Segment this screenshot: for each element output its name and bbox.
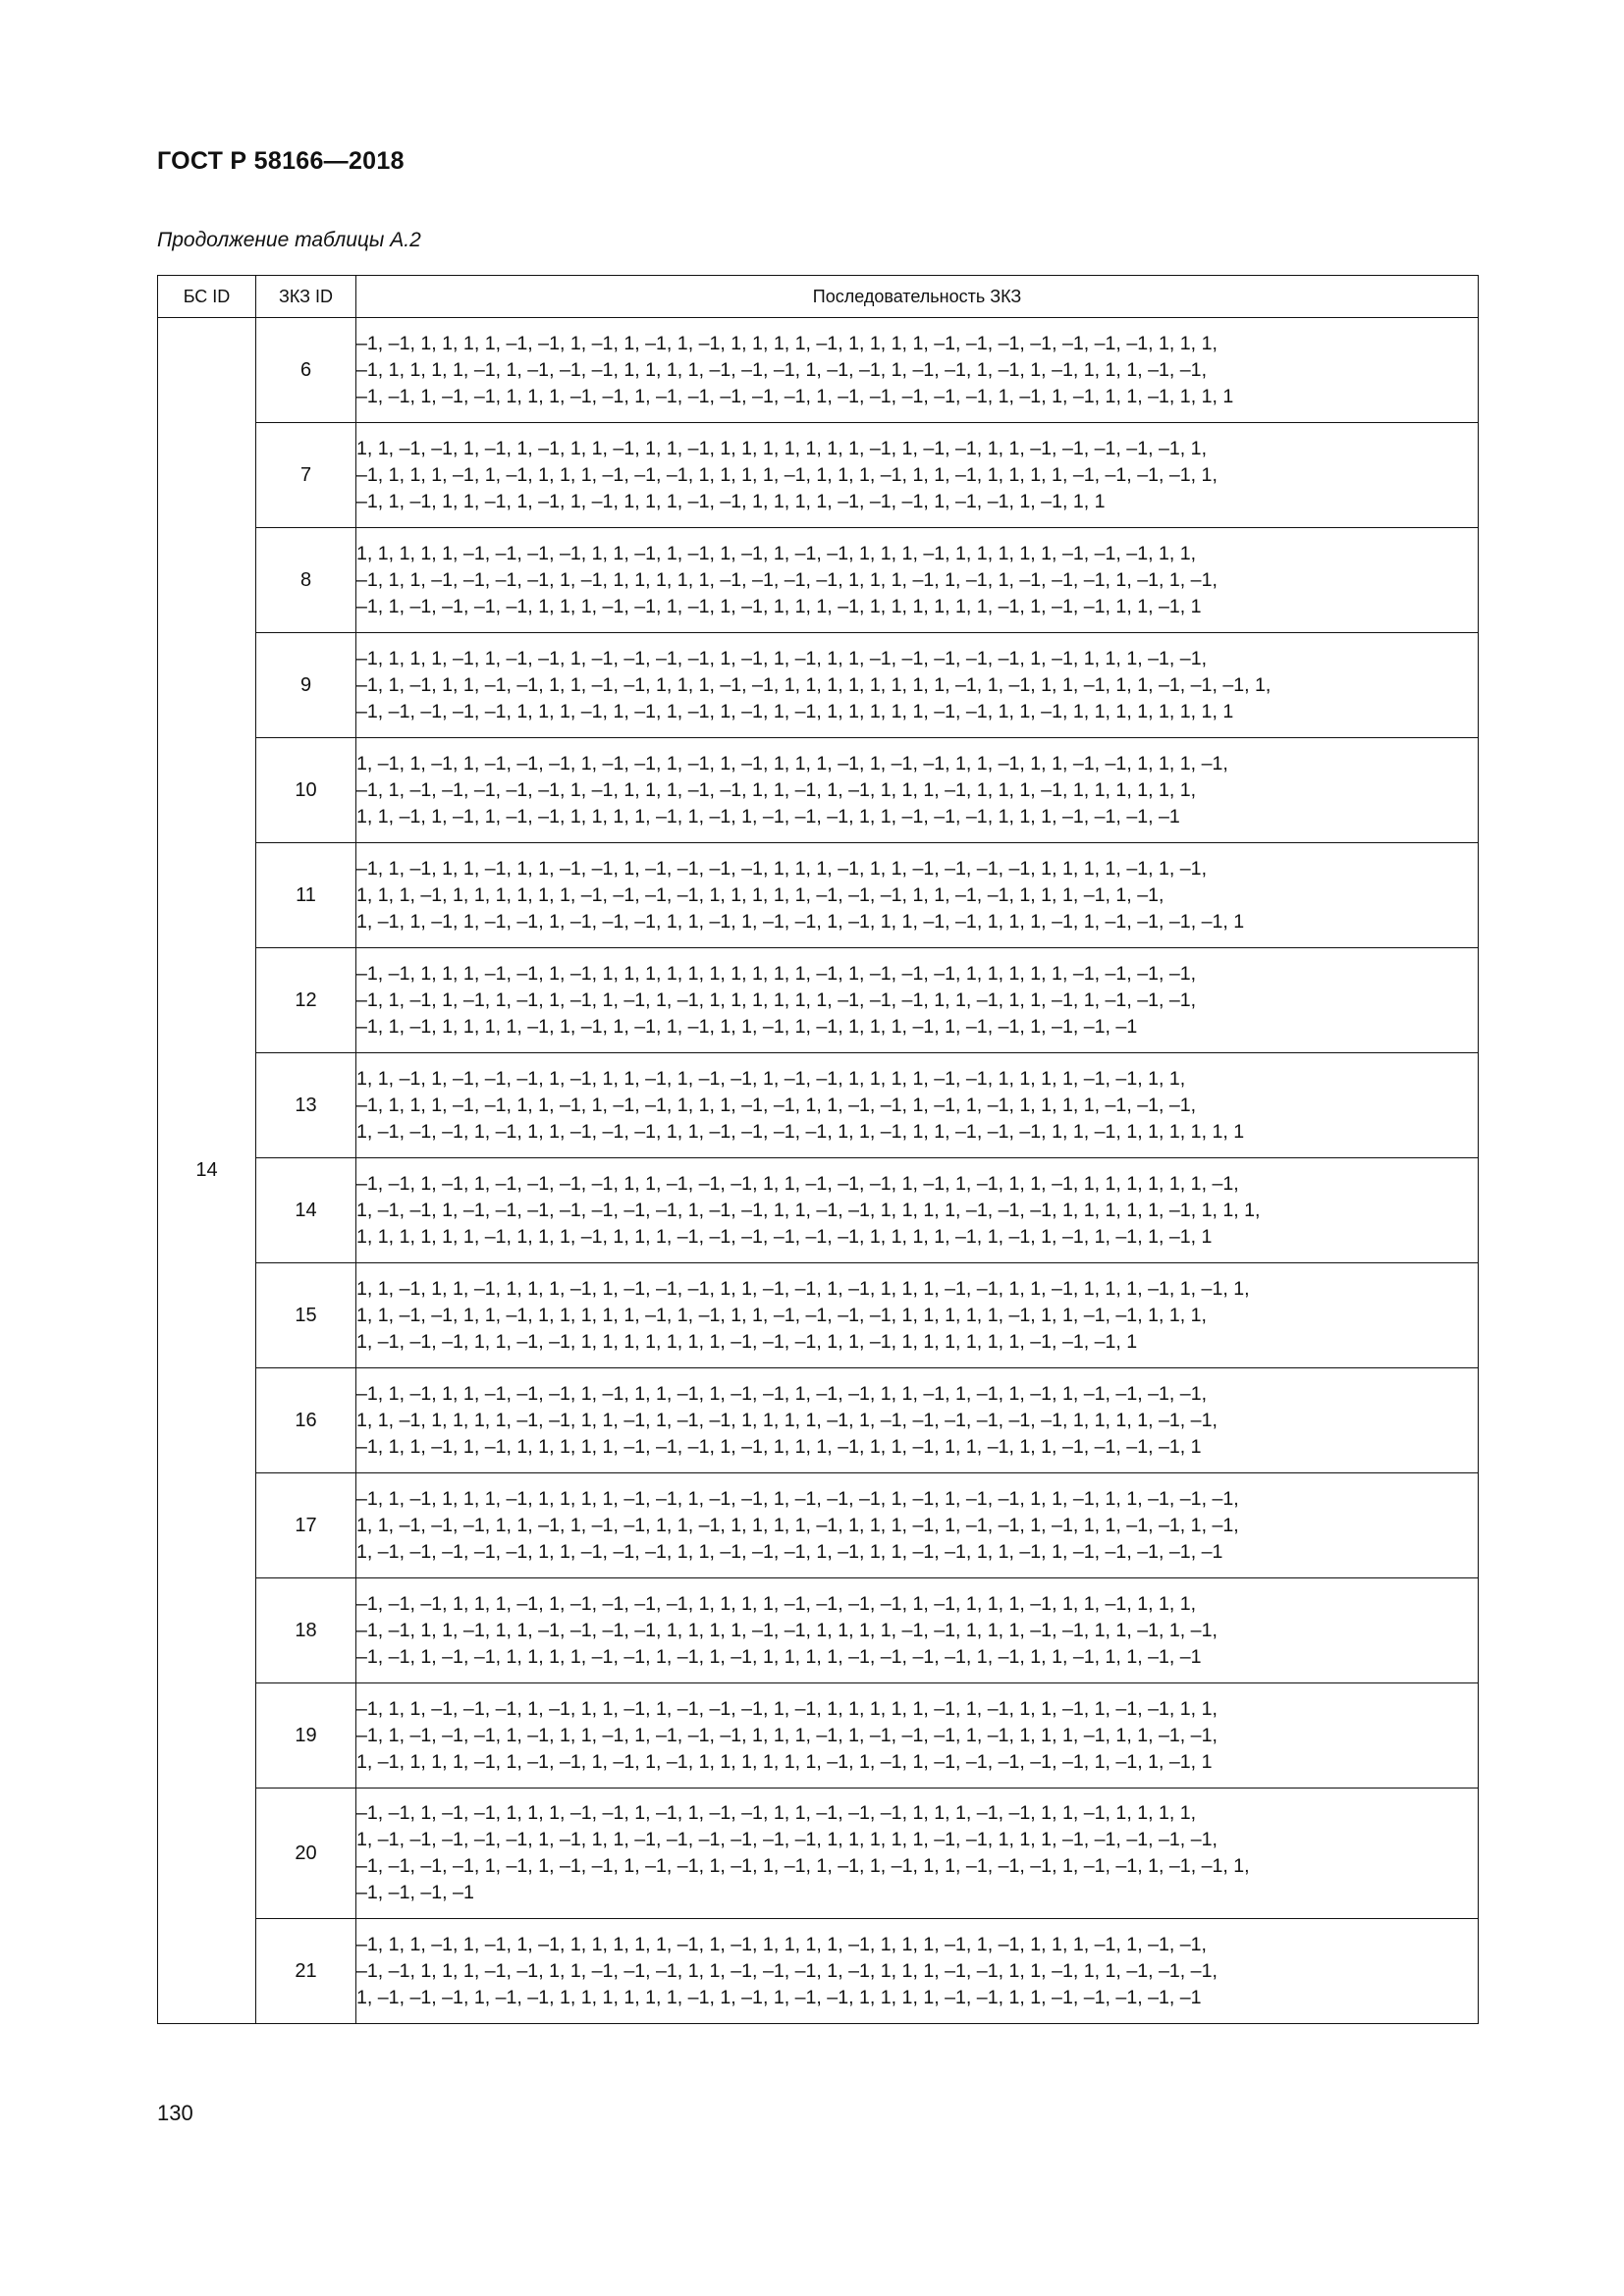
sequence-line: 1, 1, –1, 1, 1, 1, 1, –1, –1, 1, 1, –1, 1, –1, –1, 1, 1, 1, 1, –1, 1, –1, –1, –1, –1, –1, –1, 1, 1, 1, 1, –1, –1,: [356, 1409, 1218, 1431]
table-row: [158, 948, 1479, 1053]
table-row: [158, 1368, 1479, 1473]
sequence-line: –1, 1, –1, 1, 1, 1, 1, –1, 1, –1, 1, –1, 1, –1, 1, 1, –1, 1, –1, 1, 1, 1, –1, 1, –1, –1, 1, –1, –1, –1: [356, 1015, 1138, 1038]
sequence-line: –1, –1, 1, 1, 1, –1, –1, 1, 1, –1, –1, –1, 1, 1, –1, –1, –1, 1, –1, 1, 1, 1, –1, –1, 1, 1, –1, 1, 1, –1, –1, –1,: [356, 1959, 1218, 1982]
sequence-line: –1, –1, –1, –1: [356, 1882, 474, 1903]
sequence-line: –1, –1, 1, 1, –1, 1, 1, –1, –1, –1, –1, 1, 1, 1, 1, –1, –1, 1, 1, 1, 1, –1, –1, 1, 1, 1, –1, –1, 1, 1, –1, 1, –1,: [356, 1619, 1218, 1641]
sequence-line: –1, –1, 1, –1, –1, 1, 1, 1, –1, –1, 1, –1, –1, –1, –1, –1, 1, –1, –1, –1, –1, –1, 1, –1, 1, –1, 1, 1, –1, 1, 1, 1: [356, 385, 1234, 407]
sequence-table: [157, 275, 1479, 2024]
sequence-line: –1, 1, 1, 1, –1, –1, 1, 1, –1, 1, –1, –1, 1, 1, 1, –1, –1, 1, 1, –1, –1, 1, –1, 1, –1, 1, 1, 1, 1, –1, –1, –1,: [356, 1094, 1197, 1116]
zkz-id-cell: 9: [256, 633, 356, 738]
sequence-line: –1, –1, 1, –1, 1, –1, –1, –1, –1, 1, 1, –1, –1, –1, 1, 1, –1, –1, –1, 1, –1, 1, –1, 1, 1, –1, 1, 1, 1, 1, 1, 1, –1,: [356, 1172, 1239, 1195]
sequence-line: –1, 1, –1, 1, –1, 1, –1, 1, –1, 1, –1, 1, –1, 1, 1, 1, 1, 1, 1, –1, –1, –1, 1, 1, –1, 1, 1, –1, 1, –1, –1, –1,: [356, 988, 1197, 1011]
sequence-line: –1, 1, –1, 1, 1, –1, 1, –1, 1, –1, 1, 1, 1, –1, –1, 1, 1, 1, 1, –1, –1, –1, 1, –1, –1, 1, –1, 1, 1: [356, 490, 1106, 512]
sequence-line: –1, –1, 1, 1, 1, –1, –1, 1, –1, 1, 1, 1, 1, 1, 1, 1, 1, 1, 1, –1, 1, –1, –1, –1, 1, 1, 1, 1, 1, –1, –1, –1, –1,: [356, 962, 1197, 985]
sequence-line: –1, 1, –1, –1, –1, 1, –1, 1, 1, –1, 1, –1, –1, –1, 1, 1, 1, –1, 1, –1, –1, –1, 1, –1, 1, 1, 1, –1, 1, 1, –1, –1,: [356, 1724, 1218, 1746]
sequence-line: 1, –1, 1, 1, 1, –1, 1, –1, –1, 1, –1, 1, –1, 1, 1, 1, 1, 1, 1, –1, 1, –1, 1, –1, –1, –1, –1, –1, 1, –1, 1, –1, 1: [356, 1750, 1213, 1773]
table-row: [158, 318, 1479, 423]
sequence-cell: [356, 1789, 1479, 1919]
sequence-cell: [356, 1578, 1479, 1683]
sequence-line: 1, 1, 1, –1, 1, 1, 1, 1, 1, 1, –1, –1, –1, –1, 1, 1, 1, 1, 1, –1, –1, –1, 1, 1, –1, –1, 1, 1, 1, –1, 1, –1,: [356, 883, 1164, 906]
zkz-id-cell: 16: [256, 1368, 356, 1473]
sequence-line: –1, 1, 1, –1, 1, –1, 1, –1, 1, 1, 1, 1, 1, –1, 1, –1, 1, 1, 1, 1, –1, 1, 1, 1, –1, 1, –1, 1, 1, 1, –1, 1, –1, –1,: [356, 1933, 1207, 1955]
sequence-line: 1, 1, –1, 1, 1, –1, 1, 1, 1, –1, 1, –1, –1, –1, 1, 1, –1, –1, 1, –1, 1, 1, 1, –1, –1, 1, 1, –1, 1, 1, 1, –1, 1, –1, 1,: [356, 1277, 1250, 1300]
sequence-line: 1, 1, 1, 1, 1, 1, –1, 1, 1, 1, –1, 1, 1, 1, –1, –1, –1, –1, –1, –1, 1, 1, 1, 1, –1, 1, –1, 1, –1, 1, –1, 1, –1, 1: [356, 1225, 1213, 1248]
sequence-line: 1, 1, 1, 1, 1, –1, –1, –1, –1, 1, 1, –1, 1, –1, 1, –1, 1, –1, –1, 1, 1, 1, –1, 1, 1, 1, 1, 1, –1, –1, –1, 1, 1,: [356, 542, 1197, 564]
sequence-line: –1, 1, –1, 1, 1, 1, –1, 1, 1, 1, 1, –1, –1, 1, –1, –1, 1, –1, –1, –1, 1, –1, 1, –1, –1, 1, 1, –1, 1, 1, –1, –1, –1,: [356, 1487, 1239, 1510]
sequence-line: 1, –1, –1, –1, 1, –1, –1, 1, 1, 1, 1, 1, 1, –1, 1, –1, 1, –1, –1, 1, 1, 1, 1, –1, –1, 1, 1, –1, –1, –1, –1, –1: [356, 1986, 1202, 2008]
sequence-line: –1, 1, 1, 1, –1, 1, –1, 1, 1, 1, –1, –1, –1, 1, 1, 1, 1, –1, 1, 1, 1, –1, 1, 1, –1, 1, 1, 1, 1, –1, –1, –1, –1, 1,: [356, 463, 1218, 486]
sequence-line: 1, 1, –1, –1, –1, 1, 1, –1, 1, –1, –1, 1, 1, –1, 1, 1, 1, 1, –1, 1, 1, 1, –1, 1, –1, –1, 1, –1, 1, 1, –1, –1, 1, –1,: [356, 1514, 1239, 1536]
sequence-line: –1, 1, –1, 1, 1, –1, 1, 1, –1, –1, 1, –1, –1, –1, –1, 1, 1, 1, –1, 1, 1, –1, –1, –1, –1, 1, 1, 1, 1, –1, 1, –1,: [356, 857, 1208, 880]
zkz-id-cell: 20: [256, 1789, 356, 1919]
table-row: [158, 1578, 1479, 1683]
document-code: ГОСТ Р 58166—2018: [157, 147, 405, 175]
zkz-id-cell: 13: [256, 1053, 356, 1158]
sequence-line: 1, 1, –1, 1, –1, –1, –1, 1, –1, 1, 1, –1, 1, –1, –1, 1, –1, –1, 1, 1, 1, 1, –1, –1, 1, 1, 1, 1, –1, –1, 1, 1,: [356, 1067, 1186, 1090]
sequence-line: –1, 1, 1, 1, –1, 1, –1, –1, 1, –1, –1, –1, –1, 1, –1, 1, –1, 1, 1, –1, –1, –1, –1, –1, 1, –1, 1, 1, 1, –1, –1,: [356, 647, 1208, 669]
sequence-line: –1, –1, 1, –1, –1, 1, 1, 1, –1, –1, 1, –1, 1, –1, –1, 1, 1, –1, –1, –1, 1, 1, 1, –1, –1, 1, 1, –1, 1, 1, 1, 1,: [356, 1802, 1197, 1824]
table-caption: Продолжение таблицы А.2: [157, 229, 421, 251]
sequence-cell: [356, 528, 1479, 633]
sequence-line: –1, 1, 1, –1, –1, –1, 1, –1, 1, 1, –1, 1, –1, –1, –1, 1, –1, 1, 1, 1, 1, 1, –1, 1, –1, 1, 1, –1, 1, –1, –1, 1, 1,: [356, 1697, 1218, 1720]
table-body: [158, 318, 1479, 2024]
table-row: [158, 843, 1479, 948]
sequence-cell: [356, 1683, 1479, 1789]
zkz-id-cell: 12: [256, 948, 356, 1053]
sequence-cell: [356, 633, 1479, 738]
sequence-line: 1, 1, –1, –1, 1, –1, 1, –1, 1, 1, –1, 1, 1, –1, 1, 1, 1, 1, 1, 1, 1, –1, 1, –1, –1, 1, 1, –1, –1, –1, –1, –1, 1,: [356, 437, 1208, 459]
column-header-sequence: Последовательность ЗКЗ: [356, 276, 1479, 318]
sequence-cell: [356, 1473, 1479, 1578]
sequence-line: 1, –1, –1, 1, –1, –1, –1, –1, –1, –1, –1, 1, –1, –1, 1, 1, –1, –1, 1, 1, 1, 1, –1, –1, –1, 1, 1, 1, 1, 1, –1, 1, 1, 1,: [356, 1199, 1261, 1221]
sequence-line: –1, –1, 1, –1, –1, 1, 1, 1, 1, –1, –1, 1, –1, 1, –1, 1, 1, 1, 1, –1, –1, –1, –1, 1, –1, 1, 1, –1, 1, 1, –1, –1: [356, 1645, 1202, 1668]
zkz-id-cell: 18: [256, 1578, 356, 1683]
table-row: [158, 1789, 1479, 1919]
zkz-id-cell: 6: [256, 318, 356, 423]
sequence-cell: [356, 948, 1479, 1053]
sequence-cell: [356, 423, 1479, 528]
sequence-cell: [356, 1053, 1479, 1158]
sequence-cell: [356, 1368, 1479, 1473]
sequence-line: 1, –1, –1, –1, –1, –1, 1, –1, 1, 1, –1, –1, –1, –1, –1, –1, 1, 1, 1, 1, 1, –1, –1, 1, 1, 1, –1, –1, –1, –1, –1,: [356, 1829, 1218, 1850]
sequence-line: –1, 1, –1, 1, 1, –1, –1, –1, 1, –1, 1, 1, –1, 1, –1, –1, 1, –1, –1, 1, 1, –1, 1, –1, 1, –1, 1, –1, –1, –1, –1,: [356, 1382, 1208, 1405]
sequence-line: –1, –1, –1, –1, –1, 1, 1, 1, –1, 1, –1, 1, –1, 1, –1, 1, –1, 1, 1, 1, 1, 1, –1, –1, 1, 1, –1, 1, 1, 1, 1, 1, 1, 1, 1: [356, 700, 1234, 722]
sequence-line: –1, 1, –1, 1, 1, –1, –1, 1, 1, –1, –1, 1, 1, 1, –1, –1, 1, 1, 1, 1, 1, 1, 1, 1, –1, 1, –1, 1, 1, –1, 1, 1, –1, –1, –1, 1,: [356, 673, 1272, 696]
table-row: [158, 738, 1479, 843]
table-row: [158, 1683, 1479, 1789]
sequence-line: –1, 1, –1, –1, –1, –1, 1, 1, 1, –1, –1, 1, –1, 1, –1, 1, 1, 1, –1, 1, 1, 1, 1, 1, 1, –1, 1, –1, –1, 1, 1, –1, 1: [356, 595, 1202, 617]
sequence-cell: [356, 1919, 1479, 2024]
table-row: [158, 1263, 1479, 1368]
sequence-line: 1, 1, –1, –1, 1, 1, –1, 1, 1, 1, 1, 1, –1, 1, –1, 1, 1, –1, –1, –1, –1, 1, 1, 1, 1, 1, –1, 1, 1, –1, –1, 1, 1, 1,: [356, 1304, 1207, 1326]
page-number: 130: [157, 2101, 193, 2125]
zkz-id-cell: 7: [256, 423, 356, 528]
sequence-cell: [356, 843, 1479, 948]
column-header-bs-id: БС ID: [158, 276, 256, 318]
sequence-line: 1, 1, –1, 1, –1, 1, –1, –1, 1, 1, 1, 1, –1, 1, –1, 1, –1, –1, –1, 1, 1, –1, –1, –1, 1, 1, 1, –1, –1, –1, –1: [356, 805, 1180, 828]
sequence-line: –1, –1, –1, –1, 1, –1, 1, –1, –1, 1, –1, –1, 1, –1, 1, –1, 1, –1, 1, –1, 1, 1, –1, –1, –1, 1, –1, –1, 1, –1, –1, 1,: [356, 1855, 1250, 1877]
sequence-line: 1, –1, –1, –1, –1, –1, 1, 1, –1, –1, –1, 1, 1, –1, –1, –1, 1, –1, 1, 1, –1, –1, 1, 1, –1, 1, –1, –1, –1, –1, –1: [356, 1540, 1223, 1563]
table-header-row: [158, 276, 1479, 318]
zkz-id-cell: 15: [256, 1263, 356, 1368]
zkz-id-cell: 8: [256, 528, 356, 633]
sequence-line: –1, 1, 1, –1, –1, –1, –1, 1, –1, 1, 1, 1, 1, 1, –1, –1, –1, –1, 1, 1, 1, –1, 1, –1, 1, –1, –1, –1, 1, –1, 1, –1,: [356, 568, 1218, 591]
zkz-id-cell: 10: [256, 738, 356, 843]
sequence-cell: [356, 1158, 1479, 1263]
table-row: [158, 423, 1479, 528]
sequence-cell: [356, 1263, 1479, 1368]
table-row: [158, 1919, 1479, 2024]
sequence-cell: [356, 738, 1479, 843]
sequence-line: 1, –1, 1, –1, 1, –1, –1, 1, –1, –1, –1, 1, 1, –1, 1, –1, –1, 1, –1, 1, 1, –1, –1, 1, 1, 1, –1, 1, –1, –1, –1, –1, 1: [356, 910, 1245, 933]
zkz-id-cell: 19: [256, 1683, 356, 1789]
sequence-line: 1, –1, –1, –1, 1, –1, 1, 1, –1, –1, –1, 1, 1, –1, –1, –1, –1, 1, 1, –1, 1, 1, –1, –1, –1, 1, 1, –1, 1, 1, 1, 1, 1, 1: [356, 1120, 1245, 1143]
zkz-id-cell: 17: [256, 1473, 356, 1578]
sequence-line: 1, –1, –1, –1, 1, 1, –1, –1, 1, 1, 1, 1, 1, 1, 1, –1, –1, –1, 1, 1, –1, 1, 1, 1, 1, 1, 1, –1, –1, –1, 1: [356, 1330, 1138, 1353]
table-row: [158, 1473, 1479, 1578]
sequence-line: –1, –1, –1, 1, 1, 1, –1, 1, –1, –1, –1, –1, 1, 1, 1, 1, –1, –1, –1, –1, 1, –1, 1, 1, 1, –1, 1, 1, –1, 1, 1, 1,: [356, 1592, 1197, 1615]
sequence-line: –1, 1, 1, –1, 1, –1, 1, 1, 1, 1, 1, –1, –1, –1, 1, –1, 1, 1, 1, –1, 1, 1, –1, 1, 1, –1, 1, 1, –1, –1, –1, –1, 1: [356, 1435, 1202, 1458]
sequence-line: –1, 1, –1, –1, –1, –1, –1, 1, –1, 1, 1, 1, –1, –1, 1, 1, –1, 1, –1, 1, 1, 1, –1, 1, 1, 1, –1, 1, 1, 1, 1, 1, 1,: [356, 778, 1197, 801]
zkz-id-cell: 11: [256, 843, 356, 948]
column-header-zkz-id: ЗКЗ ID: [256, 276, 356, 318]
zkz-id-cell: 21: [256, 1919, 356, 2024]
table-row: [158, 528, 1479, 633]
sequence-line: 1, –1, 1, –1, 1, –1, –1, –1, 1, –1, –1, 1, –1, 1, –1, 1, 1, 1, –1, 1, –1, –1, 1, 1, –1, 1, 1, –1, –1, 1, 1, 1, –1,: [356, 752, 1228, 774]
sequence-cell: [356, 318, 1479, 423]
sequence-line: –1, 1, 1, 1, 1, –1, 1, –1, –1, –1, 1, 1, 1, 1, –1, –1, –1, 1, –1, –1, 1, –1, –1, 1, –1, 1, –1, 1, 1, 1, –1, –1,: [356, 358, 1208, 381]
sequence-line: –1, –1, 1, 1, 1, 1, –1, –1, 1, –1, 1, –1, 1, –1, 1, 1, 1, 1, –1, 1, 1, 1, 1, –1, –1, –1, –1, –1, –1, –1, 1, 1, 1,: [356, 332, 1218, 354]
table-row: [158, 633, 1479, 738]
table-row: [158, 1158, 1479, 1263]
bs-id-cell: 14: [158, 318, 256, 2024]
zkz-id-cell: 14: [256, 1158, 356, 1263]
table-row: [158, 1053, 1479, 1158]
